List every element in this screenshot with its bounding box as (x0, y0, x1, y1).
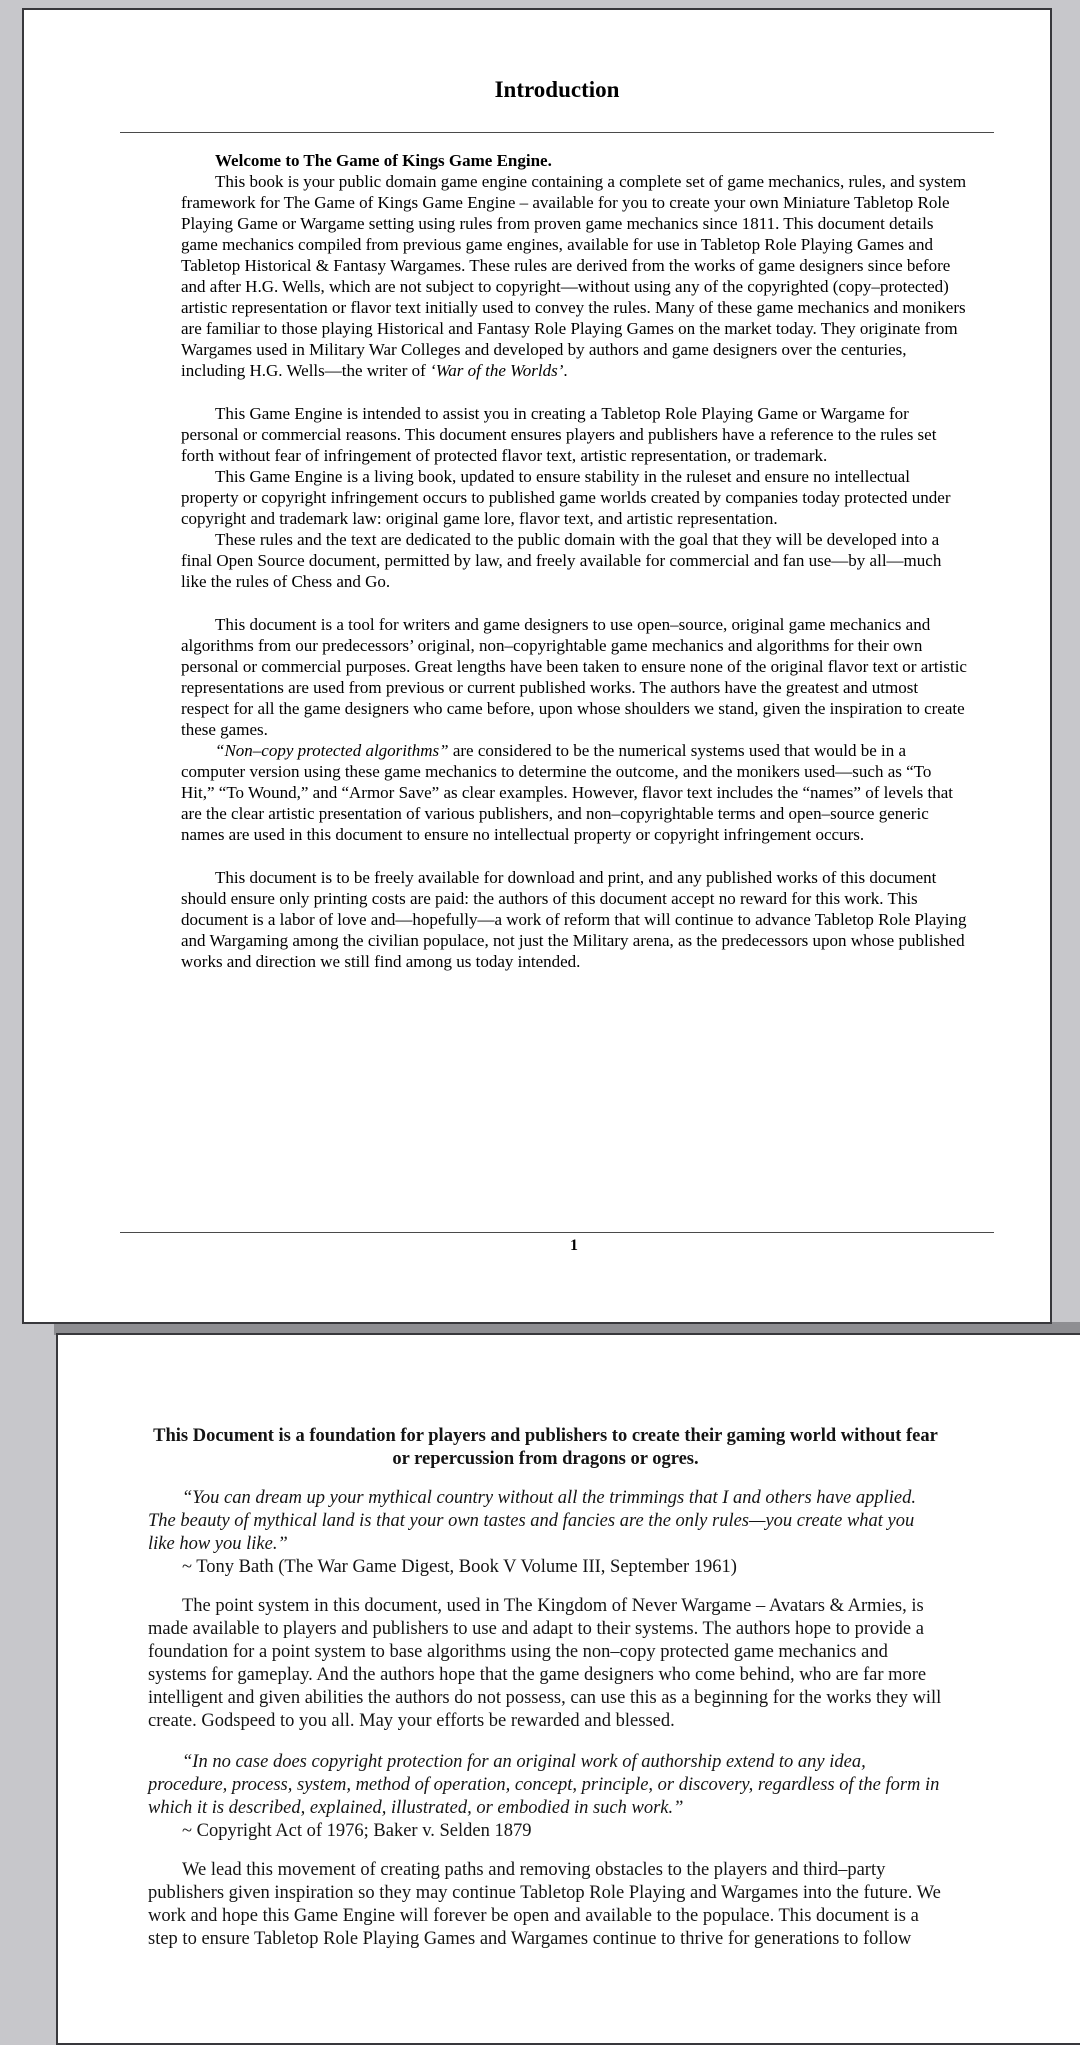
paragraph-living-book: This Game Engine is a living book, updated to ensure stability in the ruleset and ensure no intellectual property or copyright infringement occurs to published game worlds created by companies today protected under copyright and trademark law: original game lore, flavor text, and artistic representation. (181, 467, 951, 528)
paragraph-text: . (563, 361, 568, 380)
page-2-body (148, 1425, 943, 1951)
paragraph-freely-available: This document is to be freely available for download and print, and any published works of this document should ensure only printing costs are paid: the authors of this document accept no reward for this work. This document is a labor of love and—hopefully—a work of reform that will continue to advance Tabletop Role Playing and Wargaming among the civilian populace, not just the Military arena, as the predecessors upon whose published works and direction we still find among us today intended. (181, 868, 967, 971)
page-1-body (181, 140, 967, 972)
welcome-heading: Welcome to The Game of Kings Game Engine. (215, 151, 552, 170)
quote-attribution-tony-bath: ~ Tony Bath (The War Game Digest, Book V Volume III, September 1961) (182, 1557, 737, 1577)
page-number: 1 (570, 1237, 578, 1254)
paragraph-we-lead: We lead this movement of creating paths and removing obstacles to the players and third–party publishers given inspiration so they may continue Tabletop Role Playing and Wargames into the future. We work and hope this Game Engine will forever be open and available to the populace. This document is a step to ensure Tabletop Role Playing Games and Wargames continue to thrive for generations to follow (148, 1860, 941, 1949)
paragraph-point-system: The point system in this document, used in The Kingdom of Never Wargame – Avatars & Armies, is made available to players and publishers to use and adapt to their systems. The authors hope to provide a foundation for a point system to base algorithms using the non–copy protected game mechanics and systems for gameplay. And the authors hope that the game designers who come behind, who are far more intelligent and given abilities the authors do not possess, can use this as a beginning for the works they will create. Godspeed to you all. May your efforts be rewarded and blessed. (148, 1596, 942, 1731)
italic-phrase-non-copy: “Non–copy protected algorithms” (215, 741, 449, 760)
section-title: Introduction (494, 77, 620, 102)
page-1 (22, 8, 1052, 1324)
paragraph-intended-to-assist: This Game Engine is intended to assist you in creating a Tabletop Role Playing Game or Wargame for personal or commercial reasons. This document ensures players and publishers have a reference to the rules set forth without fear of infringement of protected flavor text, artistic representation, or trademark. (181, 404, 937, 465)
paragraph-dedicated-public-domain: These rules and the text are dedicated to the public domain with the goal that they will be developed into a final Open Source document, permitted by law, and freely available for commercial and fan use—by all—much like the rules of Chess and Go. (181, 530, 942, 591)
paragraph-tool-for-writers: This document is a tool for writers and game designers to use open–source, original game mechanics and algorithms from our predecessors’ original, non–copyrightable game mechanics and algorithms for their own personal or commercial purposes. Great lengths have been taken to ensure none of the original flavor text or artistic representations are used from previous or current published works. The authors have the greatest and utmost respect for all the game designers who came before, upon whose shoulders we stand, given the inspiration to create these games. (181, 615, 967, 739)
quote-attribution-copyright-act: ~ Copyright Act of 1976; Baker v. Selden 1879 (182, 1821, 532, 1841)
page-2 (56, 1333, 1080, 2045)
quote-tony-bath: “You can dream up your mythical country without all the trimmings that I and others have applied. The beauty of mythical land is that your own tastes and fancies are the only rules—you create what you like how you like.” (148, 1488, 916, 1554)
footer-rule (120, 1232, 994, 1233)
paragraph-text: are considered to be the numerical systems used that would be in a computer version using these game mechanics to determine the outcome, and the monikers used—such as “To Hit,” “To Wound,” and “Armor Save” as clear examples. However, flavor text includes the “names” of levels that are the clear artistic presentation of various publishers, and non–copyrightable terms and open–source generic names are used in this document to ensure no intellectual property or copyright infringement occurs. (181, 741, 954, 844)
title-rule (120, 132, 994, 133)
quote-copyright-act: “In no case does copyright protection for an original work of authorship extend to any idea, procedure, process, system, method of operation, concept, principle, or discovery, regardless of the form in which it is described, explained, illustrated, or embodied in such work.” (148, 1752, 940, 1818)
page-2-heading: This Document is a foundation for players and publishers to create their gaming world without fear or repercussion from dragons or ogres. (153, 1426, 938, 1469)
italic-phrase-war-of-the-worlds: ‘War of the Worlds’ (430, 361, 564, 380)
paragraph-non-copy-algorithms (181, 740, 967, 845)
paragraph-public-domain (181, 171, 967, 381)
paragraph-text: This book is your public domain game engine containing a complete set of game mechanics, rules, and system framework for The Game of Kings Game Engine – available for you to create your own Miniature Tabletop Role Playing Game or Wargame setting using rules from proven game mechanics since 1811. This document details game mechanics compiled from previous game engines, available for use in Tabletop Role Playing Games and Tabletop Historical & Fantasy Wargames. These rules are derived from the works of game designers since before and after H.G. Wells, which are not subject to copyright—without using any of the copyrighted (copy–protected) artistic representation or flavor text initially used to convey the rules. Many of these game mechanics and monikers are familiar to those playing Historical and Fantasy Role Playing Games on the market today. They originate from Wargames used in Military War Colleges and developed by authors and game designers over the centuries, including H.G. Wells—the writer of (181, 172, 967, 380)
